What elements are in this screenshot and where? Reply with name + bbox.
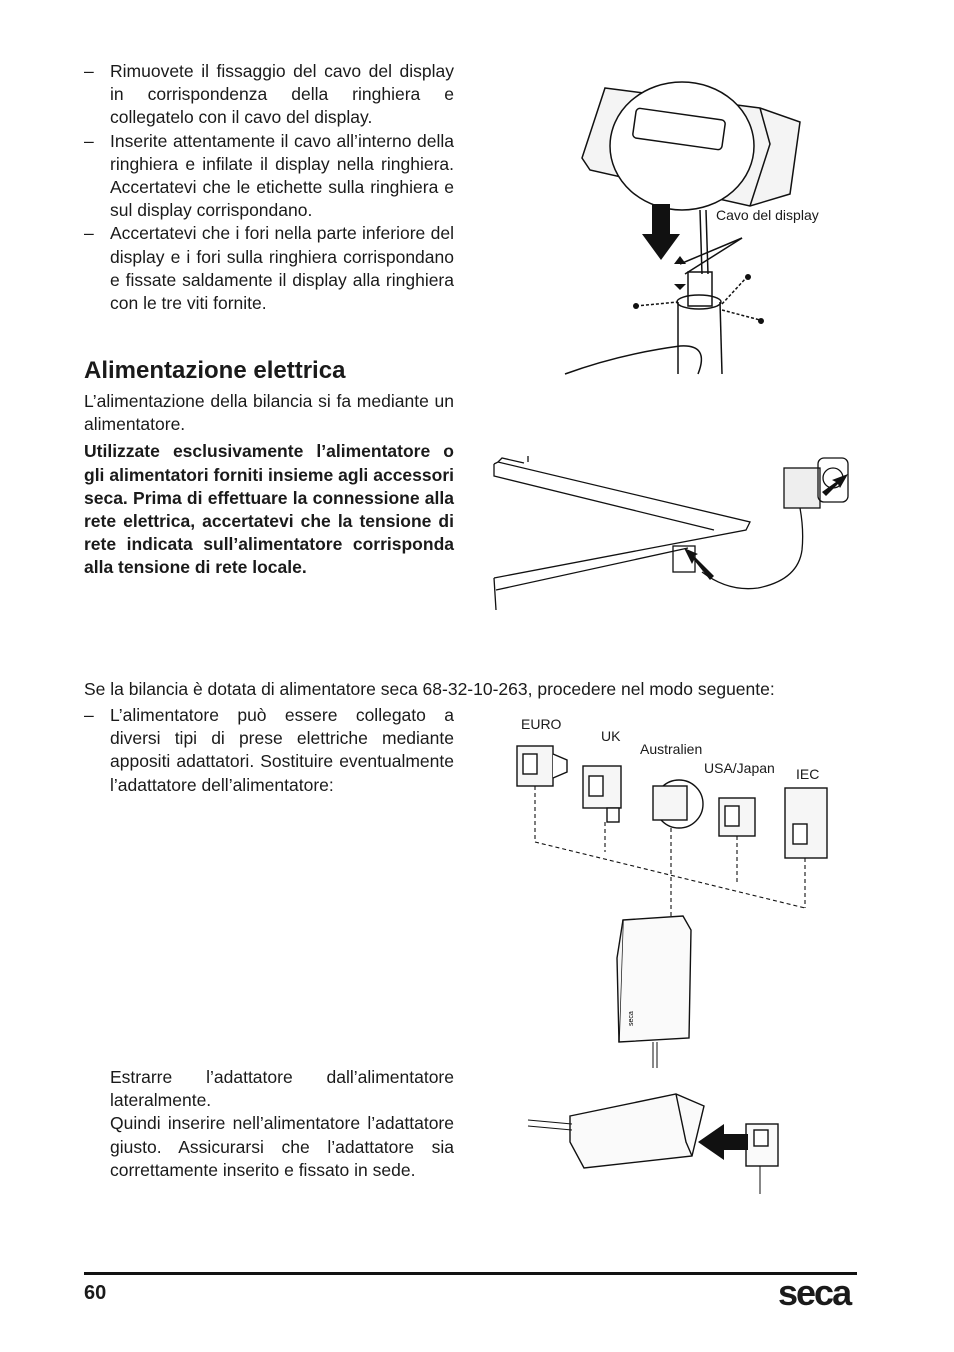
instruction-item: – Inserite attentamente il cavo all’interno della ringhiera e infilate il display nella ringhiera. Accertatevi che le etichette sulla ringhiera e sul display corrispondano. <box>84 130 454 223</box>
adapter-steps <box>110 1066 454 1182</box>
display-mount-illustration <box>560 74 860 380</box>
footer-rule <box>84 1272 857 1275</box>
power-supply-text <box>84 390 454 580</box>
step-remove-adapter: Estrarre l’adattatore dall’alimentatore lateralmente. <box>110 1067 454 1111</box>
page-number: 60 <box>84 1282 107 1304</box>
adapter-insert-illustration <box>526 1086 786 1200</box>
seca-logo: seca <box>778 1272 851 1313</box>
figure-label: Cavo del display <box>716 207 819 223</box>
power-intro: L’alimentazione della bilancia si fa mediante un alimentatore. <box>84 391 454 435</box>
adapter-label-euro: EURO <box>521 716 562 732</box>
device-brand-label: seca <box>628 1011 635 1026</box>
instruction-item: – Accertatevi che i fori nella parte inferiore del display e i fori sulla ringhiera corrispondano e fissate saldamente il display alla ringhiera con le tre viti fornite. <box>84 222 454 315</box>
adapter-label-usa-japan: USA/Japan <box>704 760 775 776</box>
power-warning: Utilizzate esclusivamente l’alimentatore o gli alimentatori forniti insieme agli accessori seca. Prima di effettuare la connessione alla rete elettrica, accertatevi che la tensione di rete indicata sull’alimentatore corrisponda alla tensione di rete locale. <box>84 441 454 578</box>
instruction-item: – L’alimentatore può essere collegato a diversi tipi di prese elettriche mediante appositi adattatori. Sostituire eventualmente l’adattatore dell’alimentatore: <box>84 704 454 797</box>
adapters-illustration <box>505 738 835 1068</box>
step-insert-adapter: Quindi inserire nell’alimentatore l’adattatore giusto. Assicurarsi che l’adattatore sia correttamente inserito e fissato in sede. <box>110 1113 454 1180</box>
adapter-label-uk: UK <box>601 728 621 744</box>
instruction-item: – Rimuovete il fissaggio del cavo del display in corrispondenza della ringhiera e collegatelo con il cavo del display. <box>84 60 454 130</box>
display-instructions <box>84 60 454 315</box>
adapter-label-australien: Australien <box>640 741 703 757</box>
adapter-label-iec: IEC <box>796 766 820 782</box>
power-connection-illustration <box>488 450 860 620</box>
adapter-intro: Se la bilancia è dotata di alimentatore seca 68-32-10-263, procedere nel modo seguente: <box>84 679 775 699</box>
adapter-instructions <box>84 704 454 797</box>
section-heading: Alimentazione elettrica <box>84 357 346 384</box>
